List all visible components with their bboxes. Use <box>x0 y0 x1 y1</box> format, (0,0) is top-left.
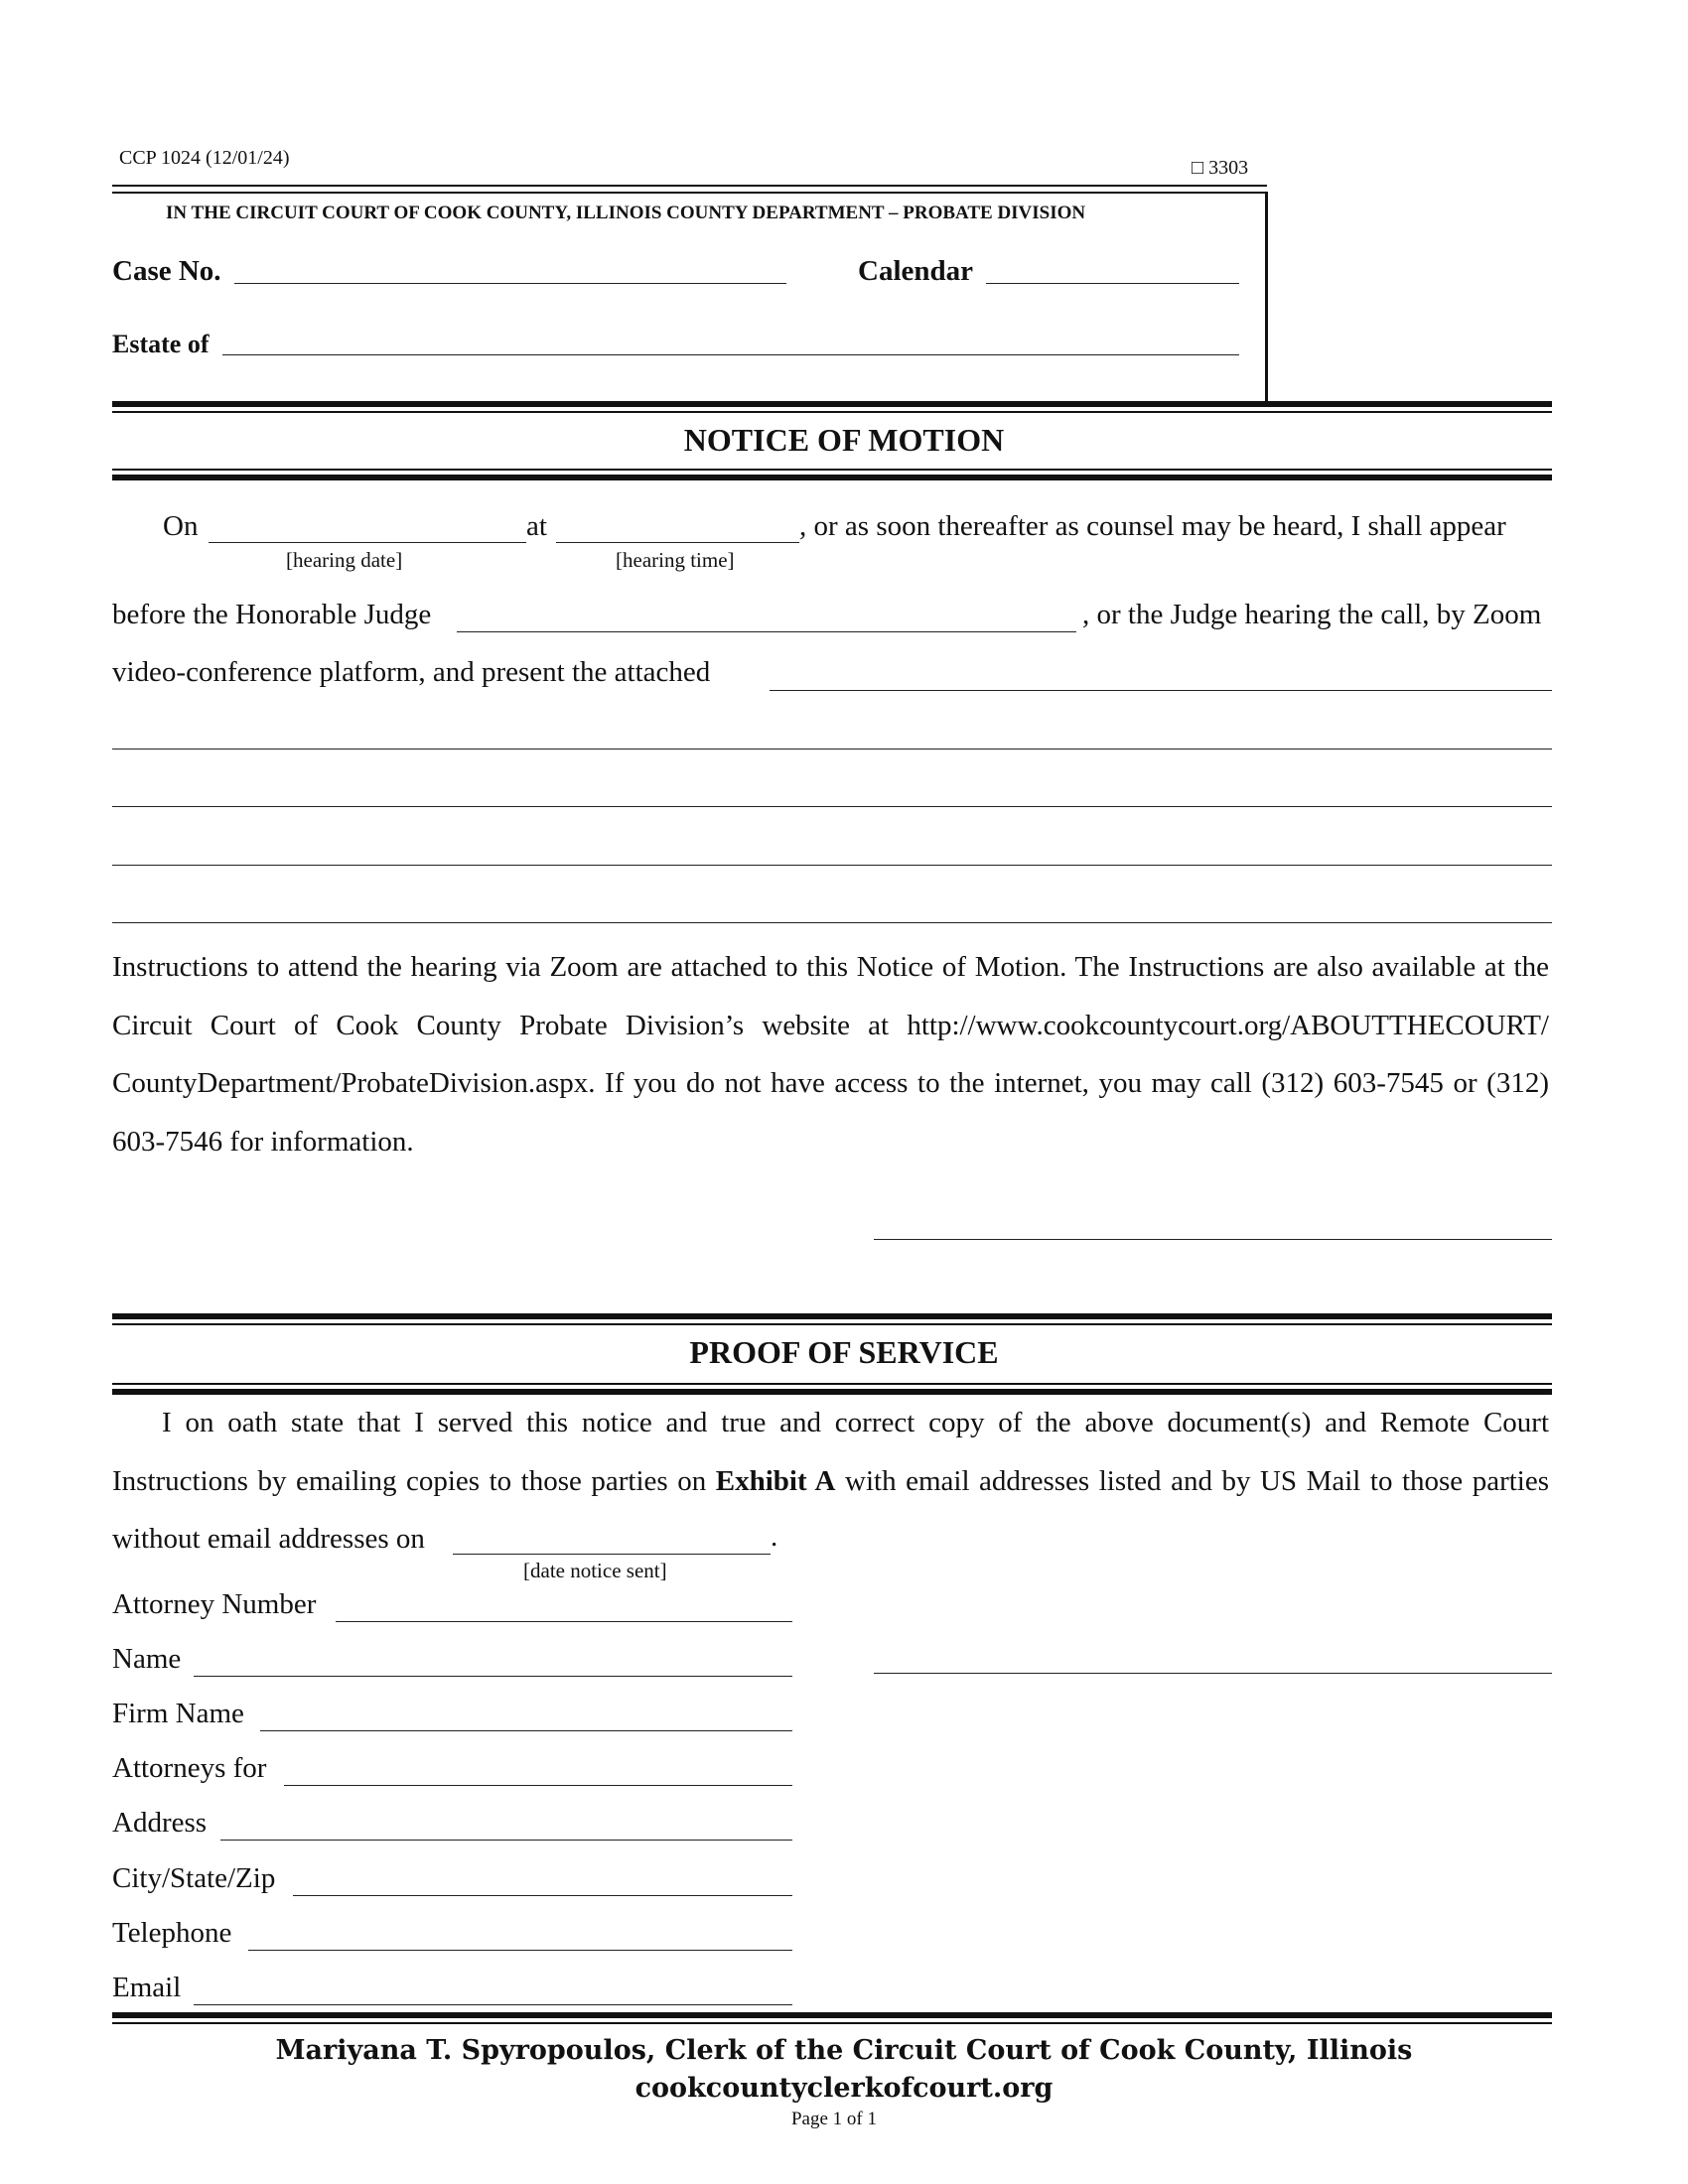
date-notice-sent-caption: [date notice sent] <box>523 1559 667 1582</box>
attached-document-field[interactable] <box>770 690 1552 691</box>
notice-signature-field[interactable] <box>874 1239 1552 1240</box>
case-no-label: Case No. <box>112 255 221 287</box>
name-label: Name <box>112 1643 182 1675</box>
clerk-line: Mariyana T. Spyropoulos, Clerk of the Circuit Court of Cook County, Illinois <box>275 2035 1413 2066</box>
checkbox-icon[interactable]: □ <box>1192 157 1204 179</box>
notice-title: NOTICE OF MOTION <box>683 422 1005 458</box>
city-state-zip-label: City/State/Zip <box>112 1862 276 1894</box>
page-number: Page 1 of 1 <box>790 2109 877 2129</box>
judge-suffix-text: , or the Judge hearing the call, by Zoom <box>1082 599 1542 630</box>
on-label: On <box>163 510 199 542</box>
city-state-zip-field[interactable] <box>293 1895 792 1896</box>
clerk-website[interactable]: cookcountyclerkofcourt.org <box>634 2073 1054 2104</box>
proof-text-start: I on oath state that I served this notice and true and correct copy of the above document(s) and Remote Court Instructions by emailing copies to those parties on <box>112 1407 1549 1497</box>
hearing-date-field[interactable] <box>209 542 526 543</box>
header-box-top-border-inner <box>112 192 1267 194</box>
proof-signature-field[interactable] <box>874 1673 1552 1674</box>
proof-bottom-rule-thin <box>112 1383 1552 1385</box>
proof-paragraph <box>112 1394 1549 1569</box>
court-heading: IN THE CIRCUIT COURT OF COOK COUNTY, ILLINOIS COUNTY DEPARTMENT – PROBATE DIVISION <box>166 203 1086 223</box>
present-attached-label: video-conference platform, and present the attached <box>112 656 711 688</box>
notice-bottom-rule-thin <box>112 469 1552 471</box>
date-notice-sent-field[interactable] <box>453 1554 771 1555</box>
attorney-number-field[interactable] <box>336 1621 792 1622</box>
hearing-time-field[interactable] <box>556 542 799 543</box>
attorneys-for-field[interactable] <box>284 1785 792 1786</box>
footer-top-rule-thin <box>112 2022 1552 2024</box>
judge-label: before the Honorable Judge <box>112 599 432 630</box>
form-number-text: 3303 <box>1208 157 1249 179</box>
notice-top-rule-thin <box>112 411 1552 413</box>
address-field[interactable] <box>220 1840 792 1841</box>
appear-text: , or as soon thereafter as counsel may be heard, I shall appear <box>799 510 1506 542</box>
at-label: at <box>526 510 547 542</box>
attorneys-for-label: Attorneys for <box>112 1752 267 1784</box>
attorney-number-label: Attorney Number <box>112 1588 317 1620</box>
exhibit-a-label: Exhibit A <box>715 1464 836 1497</box>
telephone-field[interactable] <box>248 1950 792 1951</box>
email-label: Email <box>112 1972 182 2003</box>
motion-description-line-4[interactable] <box>112 922 1552 923</box>
address-label: Address <box>112 1807 208 1839</box>
email-field[interactable] <box>194 2004 792 2005</box>
firm-name-field[interactable] <box>260 1730 792 1731</box>
proof-text-end: with email addresses listed and by US Mail to those parties without email addresses on <box>112 1464 1550 1555</box>
proof-top-rule-thin <box>112 1323 1552 1325</box>
motion-description-line-2[interactable] <box>112 806 1552 807</box>
calendar-label: Calendar <box>858 255 973 287</box>
notice-bottom-rule <box>112 475 1552 480</box>
motion-description-line-3[interactable] <box>112 865 1552 866</box>
notice-top-rule <box>112 401 1552 407</box>
header-box-top-border <box>112 185 1267 187</box>
proof-title: PROOF OF SERVICE <box>689 1334 999 1370</box>
case-no-field[interactable] <box>234 283 786 284</box>
hearing-time-caption: [hearing time] <box>616 548 735 572</box>
zoom-instructions-paragraph: Instructions to attend the hearing via Zoom are attached to this Notice of Motion. The Instructions are also available at the Circuit Court of Cook County Probate Division’s website at http://www.cookcountycourt.org/ABOUTTHECOURT/ CountyDepartment/ProbateDivision.aspx. If you do not have access to the internet, you may call (312) 603-7545 or (312) 603-7546 for information. <box>112 951 1549 1158</box>
estate-of-field[interactable] <box>222 354 1239 355</box>
proof-top-rule <box>112 1313 1552 1319</box>
motion-description-line-1[interactable] <box>112 749 1552 750</box>
hearing-date-caption: [hearing date] <box>286 548 403 572</box>
form-code: CCP 1024 (12/01/24) <box>119 147 290 169</box>
judge-name-field[interactable] <box>457 631 1076 632</box>
form-number <box>1192 157 1248 180</box>
estate-of-label: Estate of <box>112 330 210 358</box>
header-box-right-border <box>1265 192 1268 402</box>
calendar-field[interactable] <box>986 283 1239 284</box>
footer-top-rule <box>112 2012 1552 2018</box>
name-field[interactable] <box>194 1676 792 1677</box>
telephone-label: Telephone <box>112 1917 232 1949</box>
firm-name-label: Firm Name <box>112 1698 244 1729</box>
end-period: . <box>771 1521 778 1553</box>
